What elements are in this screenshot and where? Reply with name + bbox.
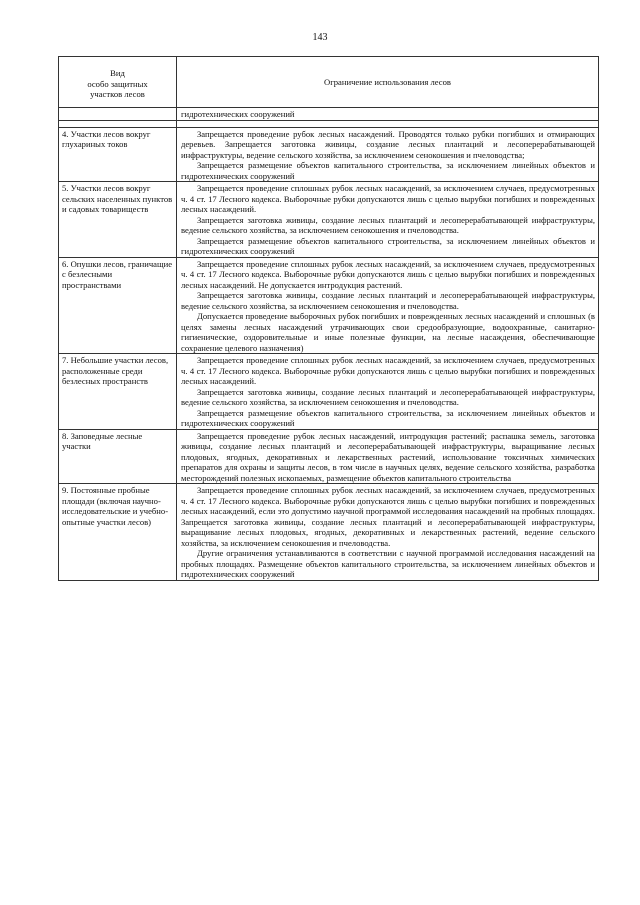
restriction-paragraph: Запрещается проведение сплошных рубок лесных насаждений, за исключением случаев, предусмотренных ч. 4 ст. 17 Лесного кодекса. Выборочные рубки допускаются лишь с целью вырубки погибших и поврежденных лесных насаждений. [181,183,595,214]
table-row [59,484,599,581]
continuation-row [59,108,599,121]
continuation-text: гидротехнических сооружений [181,109,295,119]
restriction-paragraph: Запрещается проведение рубок лесных насаждений, интродукция растений; распашка земель, заготовка живицы, создание лесных плантаций и лесоперерабатывающей инфраструктуры, выращивание лесных плодовых, ягодных, декоративных и лекарственных растений, использование токсичных химических препаратов для охраны и защиты лесов, в том числе в научных целях, ведение сельского хозяйства, разработка месторождений полезных ископаемых, размещение объектов капитального строительства [181,430,595,483]
restriction-paragraph: Запрещается заготовка живицы, создание лесных плантаций и лесоперерабатывающей инфраструктуры, ведение сельского хозяйства, за исключением сенокошения и пчеловодства. [181,214,595,235]
table-row [59,127,599,182]
header-restrictions: Ограничение использования лесов [177,57,599,108]
restriction-cell [177,484,599,581]
restriction-paragraph: Запрещается проведение сплошных рубок лесных насаждений, за исключением случаев, предусмотренных ч. 4 ст. 17 Лесного кодекса. Выборочные рубки допускаются лишь с целью вырубки погибших и поврежденных лесных насаждений, если это допустимо научной программой исследования насаждений на пробных площадях. Запрещается заготовка живицы, создание лесных плантаций и лесоперерабатывающей инфраструктуры, выращивание лесных плодовых, ягодных, декоративных и лекарственных растений, ведение сельского хозяйства, за исключением сенокошения и пчеловодства. [181,485,595,548]
category-cell: 4. Участки лесов вокруг глухариных токов [59,127,177,182]
restriction-paragraph: Другие ограничения устанавливаются в соответствии с научной программой исследования насаждений на пробных площадях. Размещение объектов капитального строительства, за исключением линейных объектов и гидротехнических сооружений [181,548,595,579]
table-row [59,182,599,258]
restriction-cell [177,354,599,430]
restriction-cell [177,182,599,258]
table-row [59,429,599,484]
table-header-row [59,57,599,108]
category-cell: 5. Участки лесов вокруг сельских населенных пунктов и садовых товариществ [59,182,177,258]
empty-cell [59,120,177,127]
category-cell: 7. Небольшие участки лесов, расположенные среди безлесных пространств [59,354,177,430]
header-protected-area-type [59,57,177,108]
page-number: 143 [312,32,328,43]
category-cell: 9. Постоянные пробные площади (включая научно-исследовательские и учебно-опытные участки лесов) [59,484,177,581]
restriction-paragraph: Запрещается заготовка живицы, создание лесных плантаций и лесоперерабатывающей инфраструктуры, ведение сельского хозяйства, за исключением сенокошения и пчеловодства. [181,290,595,311]
table-body [59,108,599,581]
restriction-cell [177,429,599,484]
category-cell: 8. Заповедные лесные участки [59,429,177,484]
restriction-paragraph: Запрещается размещение объектов капитального строительства, за исключением линейных объектов и гидротехнических сооружений [181,235,595,256]
restriction-cell [177,257,599,354]
category-cell: 6. Опушки лесов, граничащие с безлесными пространствами [59,257,177,354]
table-row [59,257,599,354]
empty-cell [177,120,599,127]
restriction-paragraph: Запрещается заготовка живицы, создание лесных плантаций и лесоперерабатывающей инфраструктуры, ведение сельского хозяйства, за исключением сенокошения и пчеловодства. [181,386,595,407]
restriction-paragraph: Запрещается проведение рубок лесных насаждений. Проводятся только рубки погибших и отмирающих деревьев. Запрещается заготовка живицы, создание лесных плантаций и лесоперерабатывающей инфраструктуры, ведение сельского хозяйства, за исключением сенокошения и пчеловодства; [181,128,595,160]
table-row [59,354,599,430]
restriction-cell [177,127,599,182]
restriction-paragraph: Запрещается проведение сплошных рубок лесных насаждений, за исключением случаев, предусмотренных ч. 4 ст. 17 Лесного кодекса. Выборочные рубки допускаются лишь с целью вырубки погибших и поврежденных лесных насаждений. Не допускается интродукция растений. [181,258,595,290]
continuation-category-cell [59,108,177,121]
forest-restrictions-table [58,56,599,581]
restriction-paragraph: Допускается проведение выборочных рубок погибших и поврежденных лесных насаждений и сплошных (в целях замены лесных насаждений утрачивающих свои средообразующие, водоохранные, санитарно-гигиенические, оздоровительные и иные полезные функции, на лесные насаждения, обеспечивающие сохранение целевого назначения) [181,311,595,353]
header-col1-line3: участков лесов [90,89,145,100]
restriction-paragraph: Запрещается проведение сплошных рубок лесных насаждений, за исключением случаев, предусмотренных ч. 4 ст. 17 Лесного кодекса. Выборочные рубки допускаются лишь с целью вырубки погибших и поврежденных лесных насаждений. [181,355,595,386]
restriction-paragraph: Запрещается размещение объектов капитального строительства, за исключением линейных объектов и гидротехнических сооружений [181,160,595,181]
empty-row [59,120,599,127]
continuation-text-cell [177,108,599,121]
restriction-paragraph: Запрещается размещение объектов капитального строительства, за исключением линейных объектов и гидротехнических сооружений [181,407,595,428]
header-col1-line2: особо защитных [87,78,148,89]
header-col1-line1: Вид [110,68,125,79]
